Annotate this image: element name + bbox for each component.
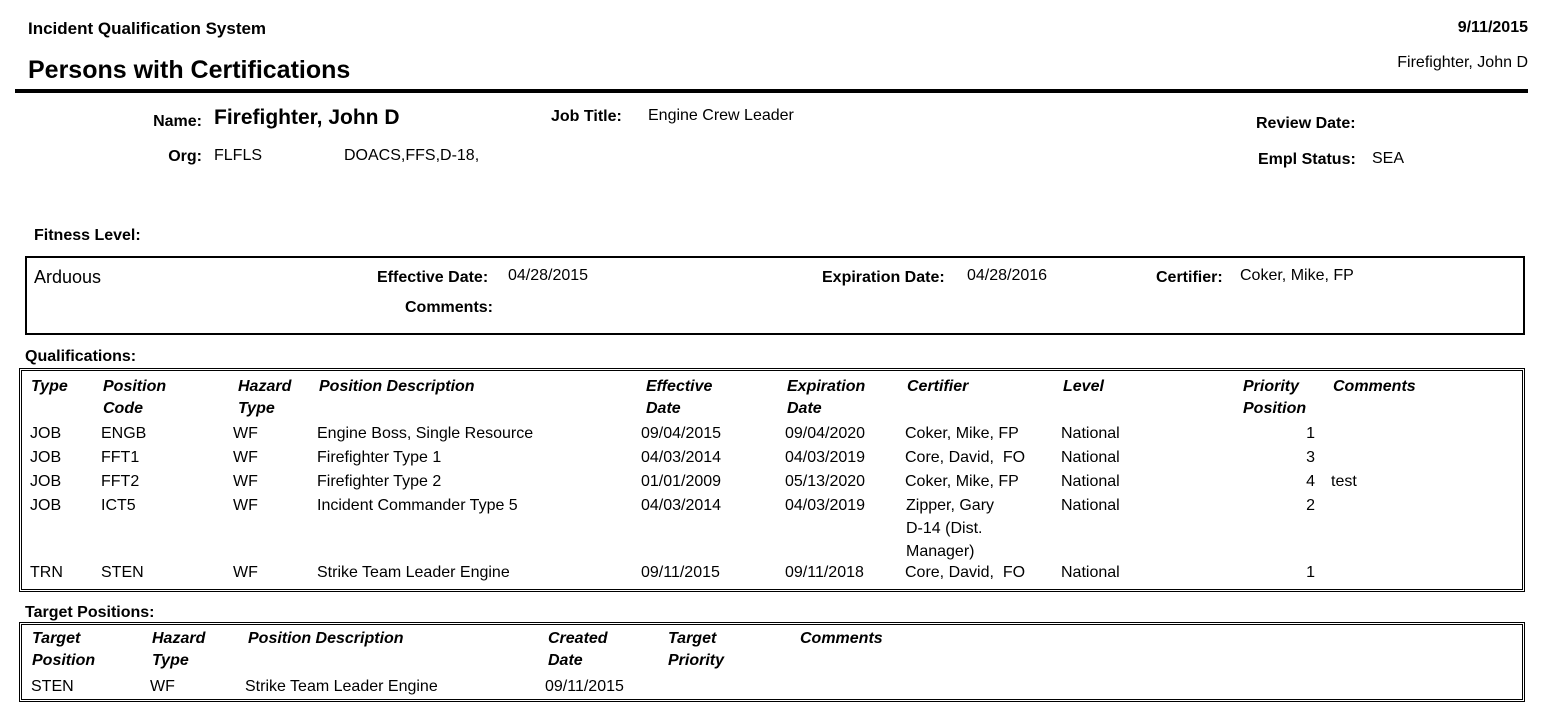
col-hazard-type: Hazard Type [238,378,292,417]
col-position-description: Position Description [319,378,475,395]
cell-type: TRN [30,564,63,581]
cell-level: National [1061,449,1120,466]
cell-type: JOB [30,497,62,514]
person-name: Firefighter, John D [214,106,400,129]
col-effective-date: Effective Date [646,378,713,417]
job-title-label: Job Title: [551,108,622,125]
job-title-value: Engine Crew Leader [648,107,794,124]
org-label: Org: [168,148,202,165]
cell-target-hazard: WF [150,678,175,695]
fitness-section-label: Fitness Level: [34,227,141,244]
col-type: Type [31,378,68,395]
cell-description: Firefighter Type 1 [317,449,442,466]
cell-hazard: WF [233,449,258,466]
cell-expiration: 04/03/2019 [785,497,866,514]
cell-effective: 01/01/2009 [641,473,722,490]
report-date: 9/11/2015 [1457,19,1528,36]
fitness-certifier-label: Certifier: [1156,269,1223,286]
cell-level: National [1061,497,1120,514]
header-divider [15,89,1528,93]
cell-comments: test [1331,473,1357,490]
col-level: Level [1063,378,1104,395]
cell-code: ENGB [101,425,147,442]
col-target-comments: Comments [800,630,883,647]
col-expiration-date: Expiration Date [787,378,866,417]
cell-hazard: WF [233,473,258,490]
cell-description: Firefighter Type 2 [317,473,442,490]
col-target-position: Target Position [32,630,96,669]
cell-certifier: Core, David, FO [905,449,1026,466]
fitness-effective-date: 04/28/2015 [508,267,589,284]
empl-status-label: Empl Status: [1258,151,1356,168]
col-comments: Comments [1333,378,1416,395]
qualifications-section-label: Qualifications: [25,348,137,365]
cell-expiration: 05/13/2020 [785,473,866,490]
qualifications-table [19,368,1525,592]
org-path: DOACS,FFS,D-18, [344,147,480,164]
cell-level: National [1061,564,1120,581]
fitness-expiration-date: 04/28/2016 [967,267,1048,284]
cell-effective: 09/04/2015 [641,425,722,442]
col-priority-position: Priority Position [1243,378,1307,417]
fitness-effective-label: Effective Date: [377,269,489,286]
cell-type: JOB [30,473,62,490]
cell-priority: 1 [1306,564,1315,581]
cell-expiration: 04/03/2019 [785,449,866,466]
cell-expiration: 09/04/2020 [785,425,866,442]
cell-level: National [1061,425,1120,442]
col-target-hazard-type: Hazard Type [152,630,206,669]
cell-target-description: Strike Team Leader Engine [245,678,438,695]
fitness-comments-label: Comments: [405,299,494,316]
cell-priority: 3 [1306,449,1315,466]
fitness-level: Arduous [34,267,102,287]
cell-target-position: STEN [31,678,74,695]
cell-type: JOB [30,425,62,442]
cell-priority: 2 [1306,497,1315,514]
system-title: Incident Qualification System [28,19,267,38]
cell-certifier: Coker, Mike, FP [905,473,1019,490]
review-date-label: Review Date: [1256,115,1356,132]
cell-description: Incident Commander Type 5 [317,497,518,514]
cell-certifier: Zipper, Gary D-14 (Dist. Manager) [906,497,995,560]
targets-section-label: Target Positions: [25,604,155,621]
cell-certifier: Coker, Mike, FP [905,425,1019,442]
col-certifier: Certifier [907,378,969,395]
cell-description: Engine Boss, Single Resource [317,425,534,442]
col-target-position-description: Position Description [248,630,404,647]
org-code: FLFLS [214,147,263,164]
name-label: Name: [153,113,202,130]
cell-effective: 04/03/2014 [641,497,722,514]
col-created-date: Created Date [548,630,608,669]
fitness-expiration-label: Expiration Date: [822,269,945,286]
cell-description: Strike Team Leader Engine [317,564,510,581]
report-user: Firefighter, John D [1397,54,1528,71]
cell-code: FFT2 [101,473,140,490]
cell-level: National [1061,473,1120,490]
cell-effective: 09/11/2015 [641,564,720,581]
col-position-code: Position Code [103,378,167,417]
cell-hazard: WF [233,425,258,442]
cell-priority: 1 [1306,425,1315,442]
cell-code: FFT1 [101,449,140,466]
cell-hazard: WF [233,564,258,581]
col-target-priority: Target Priority [668,630,725,669]
targets-table [19,622,1525,702]
cell-certifier: Core, David, FO [905,564,1026,581]
cell-effective: 04/03/2014 [641,449,722,466]
cell-type: JOB [30,449,62,466]
cell-code: ICT5 [101,497,136,514]
fitness-box [25,256,1525,335]
cell-expiration: 09/11/2018 [785,564,864,581]
cell-code: STEN [101,564,144,581]
empl-status-value: SEA [1372,150,1405,167]
report-title: Persons with Certifications [28,56,351,84]
cell-target-created: 09/11/2015 [545,678,624,695]
cell-priority: 4 [1306,473,1315,490]
cell-hazard: WF [233,497,258,514]
fitness-certifier: Coker, Mike, FP [1240,267,1354,284]
